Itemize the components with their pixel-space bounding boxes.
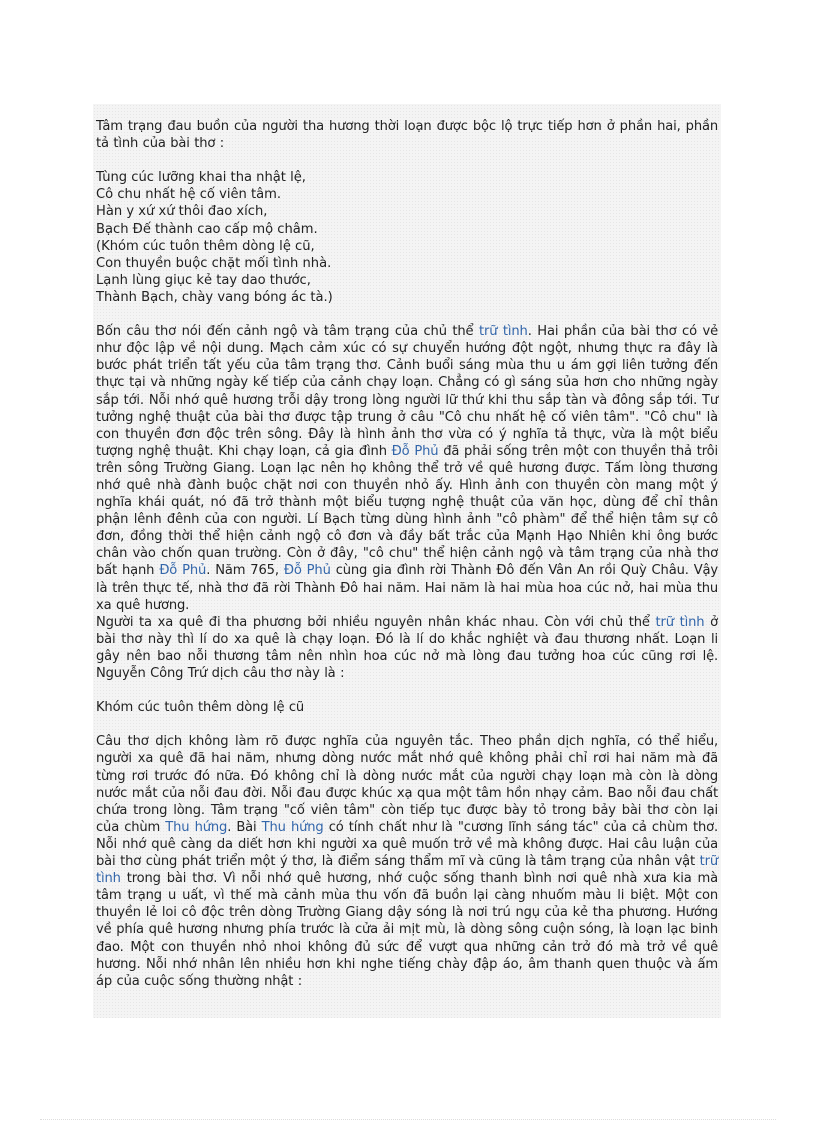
link-tru-tinh[interactable]: trữ tình <box>96 854 718 887</box>
text-run: Câu thơ dịch không làm rõ được nghĩa của nguyên tắc. Theo phần dịch nghĩa, có thể hiểu, người xa quê đã hai năm, nhưng dòng nước mắt nhớ quê không phải chỉ rơi hai năm mà đã từng rơi trước đó nữa. Đó không chỉ là dòng nước mắt của người chạy loạn mà còn là dòng nước mắt của nỗi đau đời. Nỗi đau được khúc xạ qua một tâm hồn nhạy cảm. Bao nỗi đau chất chứa trong lòng. Tâm trạng "cố viên tâm" còn tiếp tục được bày tỏ trong bảy bài thơ còn lại của chùm <box>96 734 718 835</box>
text-run: có tính chất như là "cương lĩnh sáng tác" của cả chùm thơ. Nỗi nhớ quê càng da diết hơn khi người xa quê muốn trở về mà không được. Hai câu luận của bài thơ cùng phát triển một ý thơ, là điểm sáng thẩm mĩ và cũng là tâm trạng của nhân vật <box>96 819 718 870</box>
paragraph-gap <box>96 152 718 169</box>
poem-line: (Khóm cúc tuôn thêm dòng lệ cũ, <box>96 238 315 254</box>
link-tru-tinh[interactable]: trữ tình <box>655 614 705 630</box>
poem-line: Bạch Đế thành cao cấp mộ châm. <box>96 221 318 237</box>
poem-line: Thành Bạch, chày vang bóng ác tà.) <box>96 289 333 305</box>
poem-line: Con thuyền buộc chặt mối tình nhà. <box>96 255 332 271</box>
text-run: trong bài thơ. Vì nỗi nhớ quê hương, nhớ cuộc sống thanh bình nơi quê nhà xưa kia mà tâm trạng u uất, vì thế mà cảnh mùa thu vốn đã buồn lại càng nhuốm màu li biệt. Một con thuyền lẻ loi cô độc trên dòng Trường Giang dậy sóng là nơi trú ngụ của kẻ tha phương. Hướng về phía quê hương nhưng phía trước là cửa ải mịt mù, là dòng sông cuộn sóng, là loạn lạc binh đao. Một con thuyền nhỏ nhoi không đủ sức để vượt qua những cản trở đó mà trở về quê hương. Nỗi nhớ nhân lên nhiều hơn khi nghe tiếng chày đập áo, âm thanh quen thuộc và ấm áp của cuộc sống thường nhật : <box>96 871 718 989</box>
link-do-phu[interactable]: Đỗ Phủ <box>283 563 331 579</box>
paragraph-gap <box>96 682 718 699</box>
text-run: . Hai phần của bài thơ có vẻ như độc lập về nội dung. Mạch cảm xúc có sự chuyển hướng đột ngột, nhưng thực ra đây là bước phát triển tất yếu của tâm trạng thơ. Cảnh buổi sáng mùa thu u ám gợi liên tưởng đến thực tại và những ngày kế tiếp của cảnh chạy loạn. Chẳng có gì sáng sủa hơn cho những ngày sắp tới. Nỗi nhớ quê hương trỗi dậy trong lòng người lữ thứ khi thu sắp tàn và đông sắp tới. Tư tưởng nghệ thuật của bài thơ được tập trung ở câu "Cô chu nhất hệ cố viên tâm". "Cô chu" là con thuyền đơn độc trên sông. Đây là hình ảnh thơ vừa có ý nghĩa tả thực, vừa là một biểu tượng nghệ thuật. Khi chạy loạn, cả gia đình <box>96 324 719 459</box>
link-thu-hung[interactable]: Thu hứng <box>261 819 324 835</box>
analysis-paragraph-2 <box>96 614 718 682</box>
link-do-phu[interactable]: Đỗ Phủ <box>391 443 439 459</box>
poem-line: Lạnh lùng giục kẻ tay dao thước, <box>96 272 311 288</box>
text-run: . Bài <box>227 819 262 835</box>
text-run: . Năm 765, <box>206 563 284 579</box>
page-bottom-divider <box>40 1119 776 1120</box>
text-run: cùng gia đình rời Thành Đô đến Vân An rồi Quỳ Châu. Vậy là trên thực tế, nhà thơ đã rời Thành Đô hai năm. Hai năm là hai mùa hoa cúc nở, hai mùa thu xa quê hương. <box>96 563 718 613</box>
poem-line: Cô chu nhất hệ cố viên tâm. <box>96 187 282 203</box>
link-tru-tinh[interactable]: trữ tình <box>479 324 528 340</box>
article-content-block <box>93 104 721 1018</box>
quoted-verse: Khóm cúc tuôn thêm dòng lệ cũ <box>96 700 305 716</box>
link-thu-hung[interactable]: Thu hứng <box>165 819 228 835</box>
poem-line: Tùng cúc lưỡng khai tha nhật lệ, <box>96 170 306 186</box>
link-do-phu[interactable]: Đỗ Phủ <box>159 563 207 579</box>
poem-line: Hàn y xứ xứ thôi đao xích, <box>96 204 268 220</box>
paragraph-gap <box>96 306 718 323</box>
text-run: ở bài thơ này thì lí do xa quê là chạy loạn. Đó là lí do khắc nghiệt và đau thương nhất. Loạn li gây nên bao nỗi thương tâm nên nhìn hoa cúc nở mà lòng đau tưởng hoa cúc cũng rơi lệ. Nguyễn Công Trứ dịch câu thơ này là : <box>96 614 718 681</box>
intro-paragraph: Tâm trạng đau buồn của người tha hương thời loạn được bộc lộ trực tiếp hơn ở phần hai, phần tả tình của bài thơ : <box>96 119 718 152</box>
poem-block <box>96 169 718 306</box>
text-run: đã phải sống trên một con thuyền thả trôi trên sông Trường Giang. Loạn lạc nên họ không thể trở về quê hương được. Tấm lòng thương nhớ quê nhà đành buộc chặt nơi con thuyền nhỏ ấy. Hình ảnh con thuyền còn mang một ý nghĩa khái quát, nó đã trở thành một biểu tượng nghệ thuật của văn học, dùng để chỉ thân phận lênh đênh của con người. Lí Bạch từng dùng hình ảnh "cô phàm" để thể hiện tâm sự cô đơn, đồng thời thể hiện cảnh ngộ cô đơn và đầy bất trắc của Mạnh Hạo Nhiên khi ông bước chân vào chốn quan trường. Còn ở đây, "cô chu" thể hiện cảnh ngộ và tâm trạng của nhà thơ bất hạnh <box>96 443 718 579</box>
analysis-paragraph-3 <box>96 733 718 989</box>
text-run: Bốn câu thơ nói đến cảnh ngộ và tâm trạng của chủ thể <box>96 324 480 340</box>
analysis-paragraph-1 <box>96 323 718 614</box>
text-run: Người ta xa quê đi tha phương bởi nhiều nguyên nhân khác nhau. Còn với chủ thể <box>96 614 656 630</box>
paragraph-gap <box>96 716 718 733</box>
